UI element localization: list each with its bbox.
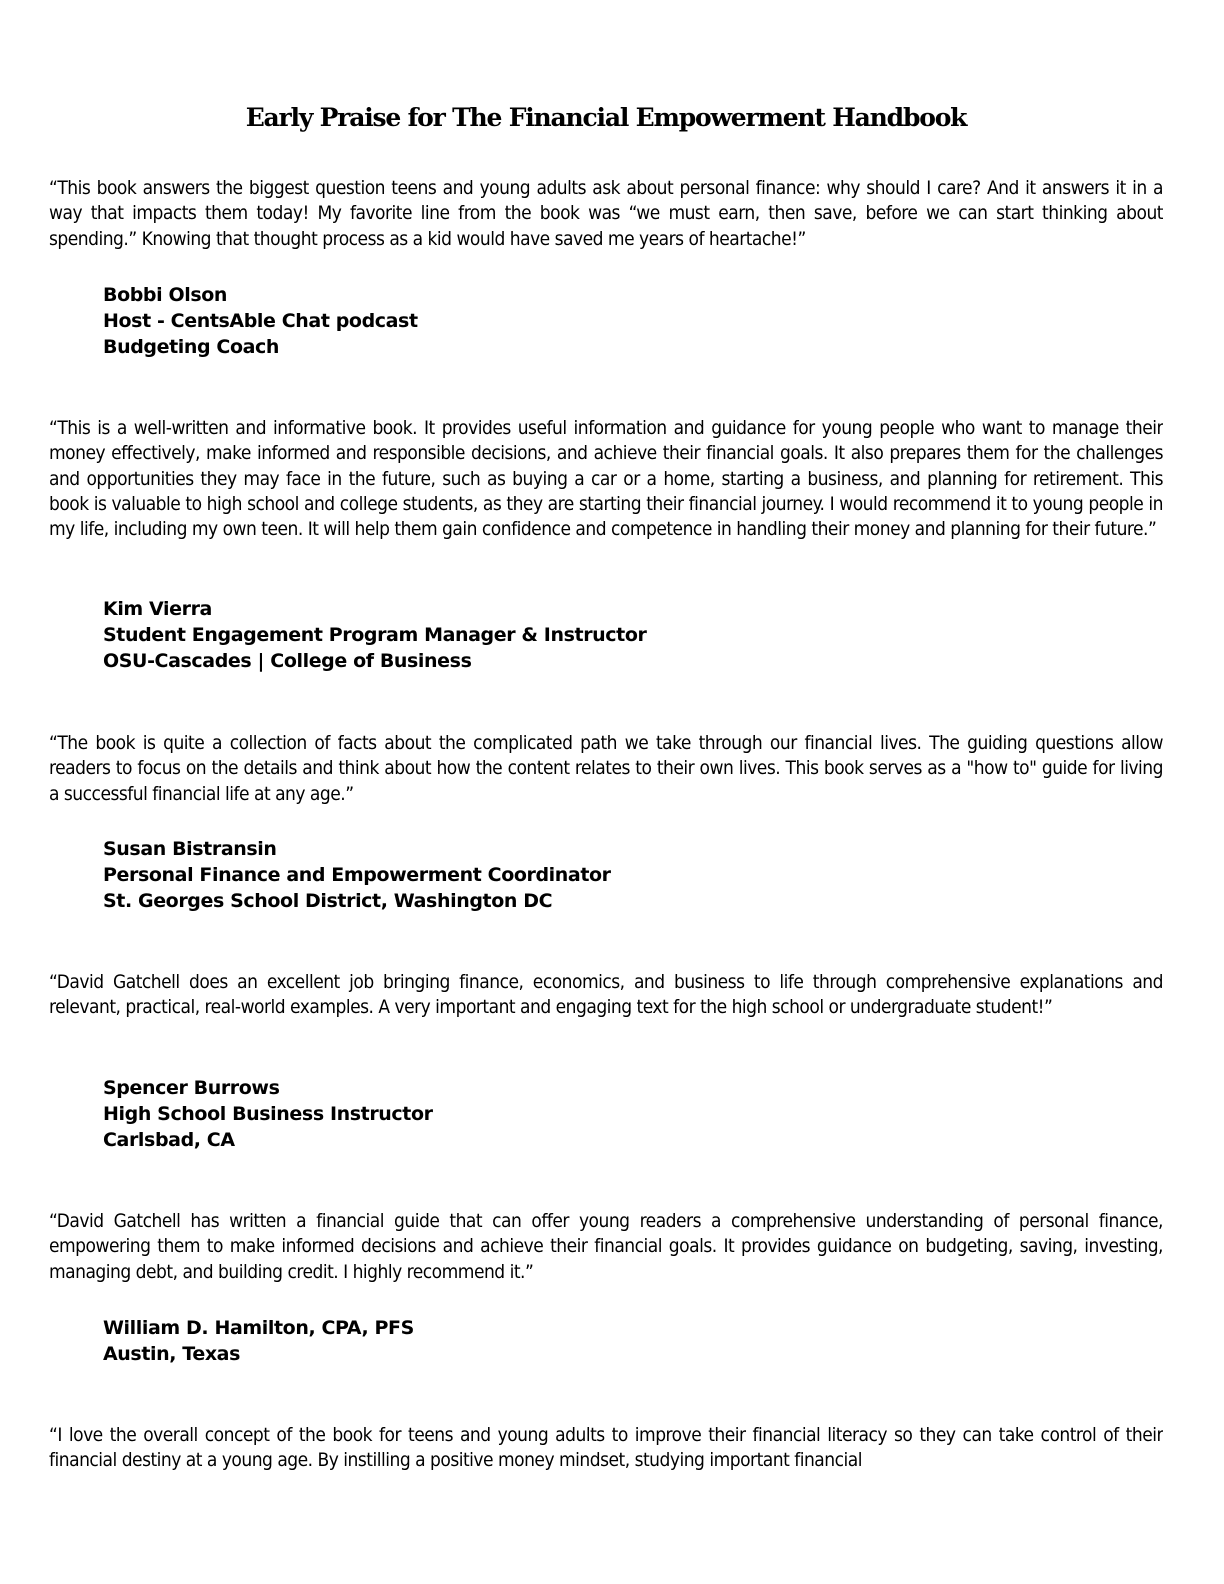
attribution-role: Personal Finance and Empowerment Coordinator (103, 864, 611, 886)
testimonial-quote-6: “I love the overall concept of the book for teens and young adults to improve their financial literacy so they can take control of their financial destiny at a young age. By instilling a positive money mindset, studying important financial (49, 1424, 1163, 1472)
attribution-title: Budgeting Coach (103, 336, 280, 358)
testimonial-quote-4: “David Gatchell does an excellent job bringing finance, economics, and business to life through comprehensive explanations and relevant, practical, real-world examples. A very important and engaging text for the high school or undergraduate student!” (49, 971, 1163, 1019)
testimonial-attribution-4 (103, 1075, 1103, 1153)
attribution-name: Bobbi Olson (103, 284, 228, 306)
attribution-organization: St. Georges School District, Washington DC (103, 890, 553, 912)
attribution-role: Student Engagement Program Manager & Instructor (103, 624, 647, 646)
testimonial-attribution-3 (103, 836, 1103, 914)
attribution-name: Kim Vierra (103, 598, 212, 620)
document-page (49, 0, 1163, 1584)
testimonial-quote-2: “This is a well-written and informative book. It provides useful information and guidance for young people who want to manage their money effectively, make informed and responsible decisions, and achieve their financial goals. It also prepares them for the challenges and opportunities they may face in the future, such as buying a car or a home, starting a business, and planning for retirement. This book is valuable to high school and college students, as they are starting their financial journey. I would recommend it to young people in my life, including my own teen. It will help them gain confidence and competence in handling their money and planning for their future.” (49, 417, 1163, 541)
testimonial-quote-5: “David Gatchell has written a financial guide that can offer young readers a comprehensive understanding of personal finance, empowering them to make informed decisions and achieve their financial goals. It provides guidance on budgeting, saving, investing, managing debt, and building credit. I highly recommend it.” (49, 1210, 1163, 1283)
attribution-role: Host - CentsAble Chat podcast (103, 310, 418, 332)
testimonial-quote-3: “The book is quite a collection of facts about the complicated path we take through our financial lives. The guiding questions allow readers to focus on the details and think about how the content relates to their own lives. This book serves as a "how to" guide for living a successful financial life at any age.” (49, 732, 1163, 805)
attribution-location: Carlsbad, CA (103, 1129, 235, 1151)
testimonial-quote-1: “This book answers the biggest question teens and young adults ask about personal finance: why should I care? And it answers it in a way that impacts them today! My favorite line from the book was “we must earn, then save, before we can start thinking about spending.” Knowing that thought process as a kid would have saved me years of heartache!” (49, 177, 1163, 250)
attribution-location: Austin, Texas (103, 1343, 241, 1365)
page-title: Early Praise for The Financial Empowerment Handbook (245, 103, 967, 132)
attribution-role: High School Business Instructor (103, 1103, 433, 1125)
attribution-name: William D. Hamilton, CPA, PFS (103, 1317, 414, 1339)
attribution-organization: OSU-Cascades | College of Business (103, 650, 472, 672)
testimonial-attribution-1 (103, 282, 1103, 360)
testimonial-attribution-5 (103, 1315, 1103, 1367)
attribution-name: Spencer Burrows (103, 1077, 280, 1099)
attribution-name: Susan Bistransin (103, 838, 277, 860)
testimonial-attribution-2 (103, 596, 1103, 674)
